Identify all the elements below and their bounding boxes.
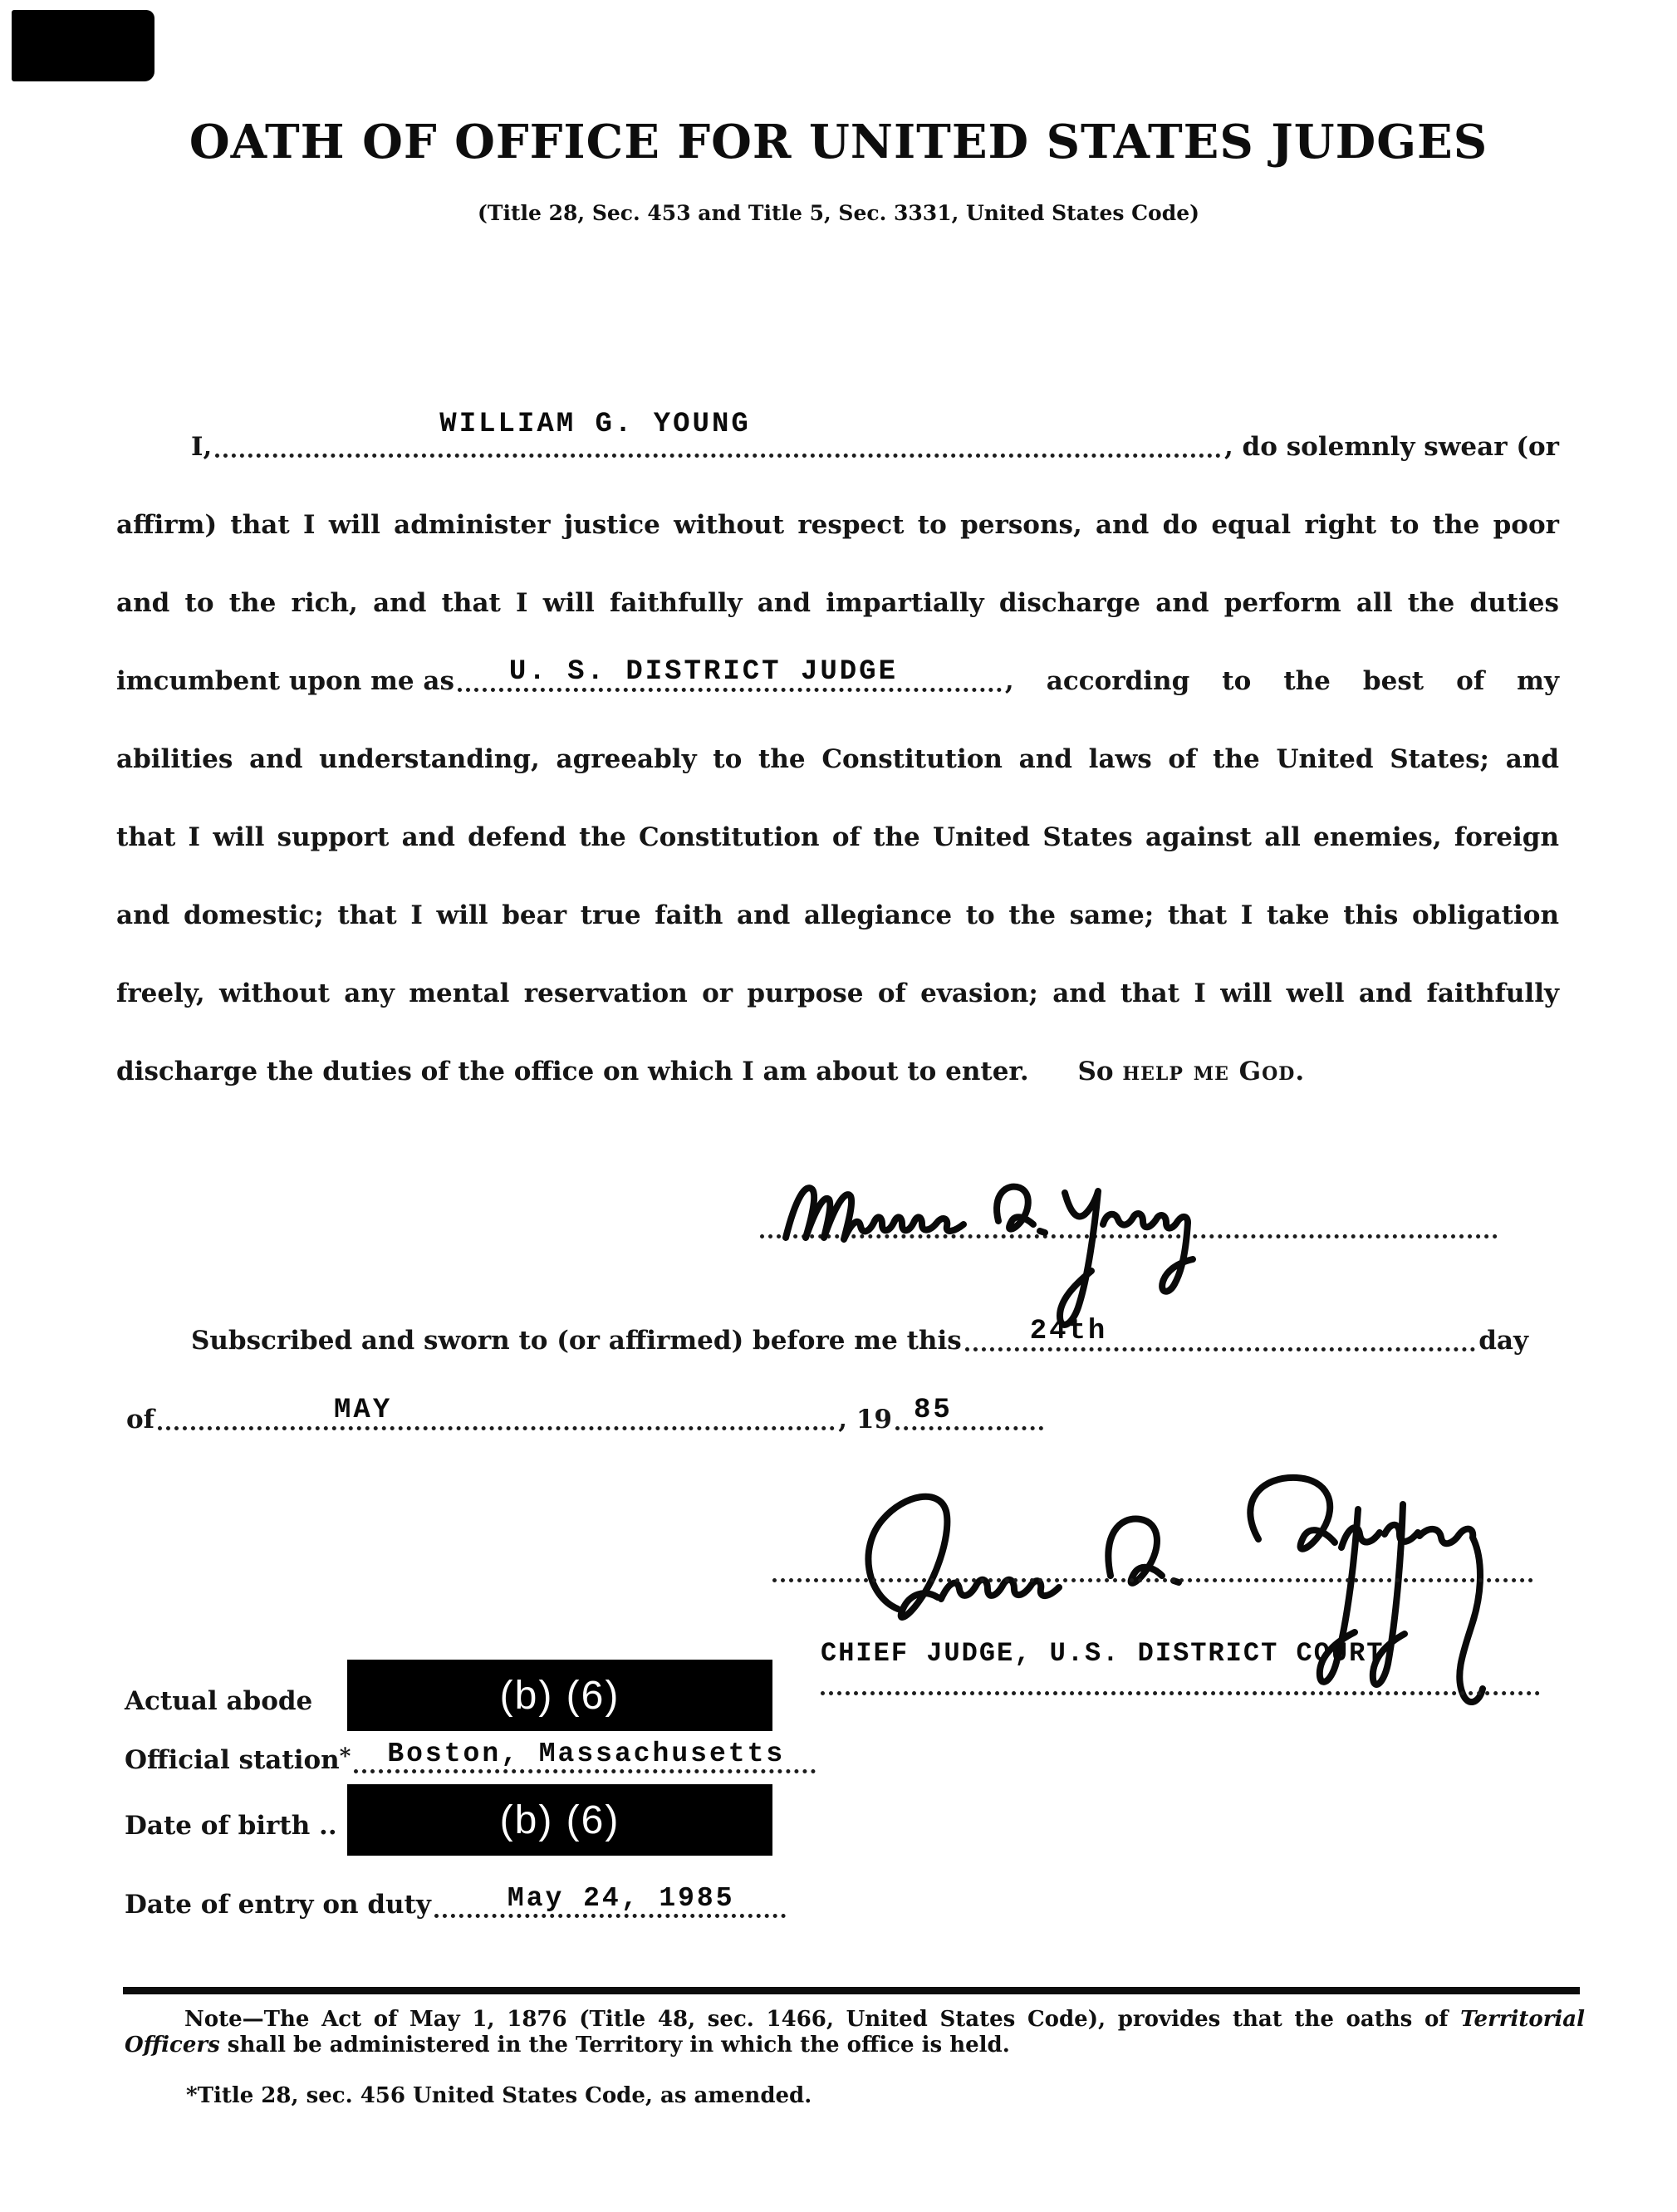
typed-month: MAY [334, 1395, 393, 1426]
of-word: of [126, 1405, 155, 1435]
station-row [125, 1734, 819, 1775]
oath-opening: I, [191, 432, 213, 462]
attestation-after-day: day [1478, 1326, 1528, 1356]
month-fill-line [158, 1388, 835, 1430]
oath-line-3 [116, 540, 1559, 618]
officer-signature-line [772, 1578, 1533, 1582]
oath-line-4-before: imcumbent upon me as [116, 666, 454, 696]
oath-line-8 [116, 930, 1559, 1008]
year-printed: , 19 [838, 1405, 892, 1435]
station-label-text: Official station [125, 1745, 340, 1775]
oath-line-2-text: affirm) that I will administer justice without respect to persons, and do equal right to the poor [116, 510, 1559, 540]
oath-line-5-text: abilities and understanding, agreeably to the Constitution and laws of the United States; and [116, 744, 1559, 774]
typed-judge-name: WILLIAM G. YOUNG [439, 409, 751, 440]
judge-signature-stroke [997, 1187, 1045, 1233]
oath-line-1 [116, 384, 1559, 462]
oath-line-6-text: that I will support and defend the Constitution of the United States against all enemies, foreign [116, 822, 1559, 852]
abode-label: Actual abode [125, 1686, 313, 1716]
name-fill-line [215, 409, 1221, 458]
help-me-god: help me God. [1122, 1057, 1306, 1086]
typed-day: 24th [1029, 1316, 1108, 1347]
officer-title-line [821, 1691, 1540, 1695]
typed-entry-date: May 24, 1985 [507, 1883, 735, 1914]
entry-row [125, 1879, 789, 1920]
note-text-rest: shall be administered in the Territory in which the office is held. [219, 2033, 1010, 2058]
note-text: Note—The Act of May 1, 1876 (Title 48, sec. 1466, United States Code), provides that the oaths of [184, 2007, 1461, 2032]
officer-signature-stroke [941, 1580, 1059, 1599]
entry-fill-line [434, 1879, 786, 1918]
redaction-text: (b) (6) [499, 1798, 620, 1842]
station-label [125, 1744, 351, 1775]
typed-year: 85 [914, 1395, 953, 1426]
office-fill-line [458, 650, 1002, 692]
note-italic-text: Territorial Officers [125, 2007, 1585, 2058]
oath-line-9 [116, 1008, 1559, 1086]
attestation-line-2 [126, 1375, 1047, 1435]
oath-line-2 [116, 462, 1559, 540]
year-fill-line [895, 1388, 1043, 1430]
so-word: So [1077, 1057, 1114, 1086]
judge-signature-stroke [786, 1188, 964, 1239]
oath-line-7 [116, 852, 1559, 930]
officer-title: CHIEF JUDGE, U.S. DISTRICT COURT [821, 1638, 1385, 1669]
footer-rule [123, 1987, 1580, 1994]
officer-signature-stroke [1420, 1529, 1483, 1702]
oath-line-4-after: , according to the best of my [1004, 666, 1559, 696]
footer-note [125, 2007, 1585, 2058]
oath-closing: discharge the duties of the office on which I am about to enter. [116, 1057, 1029, 1086]
oath-paragraph [116, 384, 1559, 1086]
officer-signature-stroke [1250, 1478, 1335, 1549]
oath-line-3-text: and to the rich, and that I will faithfully and impartially discharge and perform all the duties [116, 588, 1559, 618]
document-subtitle: (Title 28, Sec. 453 and Title 5, Sec. 3331, United States Code) [478, 201, 1199, 225]
judge-signature-stroke [1103, 1214, 1193, 1292]
oath-line-4 [116, 618, 1559, 696]
birth-label: Date of birth .. [125, 1811, 337, 1841]
oath-after-name: , do solemnly swear (or [1223, 432, 1559, 462]
attestation-line-1 [191, 1296, 1528, 1356]
typed-station: Boston, Massachusetts [387, 1739, 786, 1769]
oath-line-6 [116, 774, 1559, 852]
station-fill-line [354, 1734, 816, 1773]
oath-line-8-text: freely, without any mental reservation or purpose of evasion; and that I will well and faithfully [116, 978, 1559, 1008]
document-title: OATH OF OFFICE FOR UNITED STATES JUDGES [189, 115, 1488, 169]
scan-artifact-mark [12, 10, 154, 81]
officer-signature [818, 1433, 1557, 1757]
oath-line-9-text [116, 1057, 1559, 1086]
typed-office: U. S. DISTRICT JUDGE [508, 656, 898, 688]
oath-line-5 [116, 696, 1559, 774]
day-fill-line [965, 1309, 1476, 1351]
officer-signature-stroke [1108, 1519, 1179, 1583]
footer-footnote: *Title 28, sec. 456 United States Code, as amended. [186, 2083, 812, 2108]
station-asterisk: * [339, 1744, 351, 1769]
redaction-text: (b) (6) [499, 1673, 620, 1718]
entry-label: Date of entry on duty [125, 1890, 431, 1920]
birth-redaction-box [347, 1784, 772, 1856]
abode-redaction-box [347, 1660, 772, 1731]
oath-line-7-text: and domestic; that I will bear true faith and allegiance to the same; that I take this obligation [116, 900, 1559, 930]
officer-signature-stroke [868, 1497, 947, 1617]
attestation-before-day: Subscribed and sworn to (or affirmed) before me this [191, 1326, 962, 1356]
